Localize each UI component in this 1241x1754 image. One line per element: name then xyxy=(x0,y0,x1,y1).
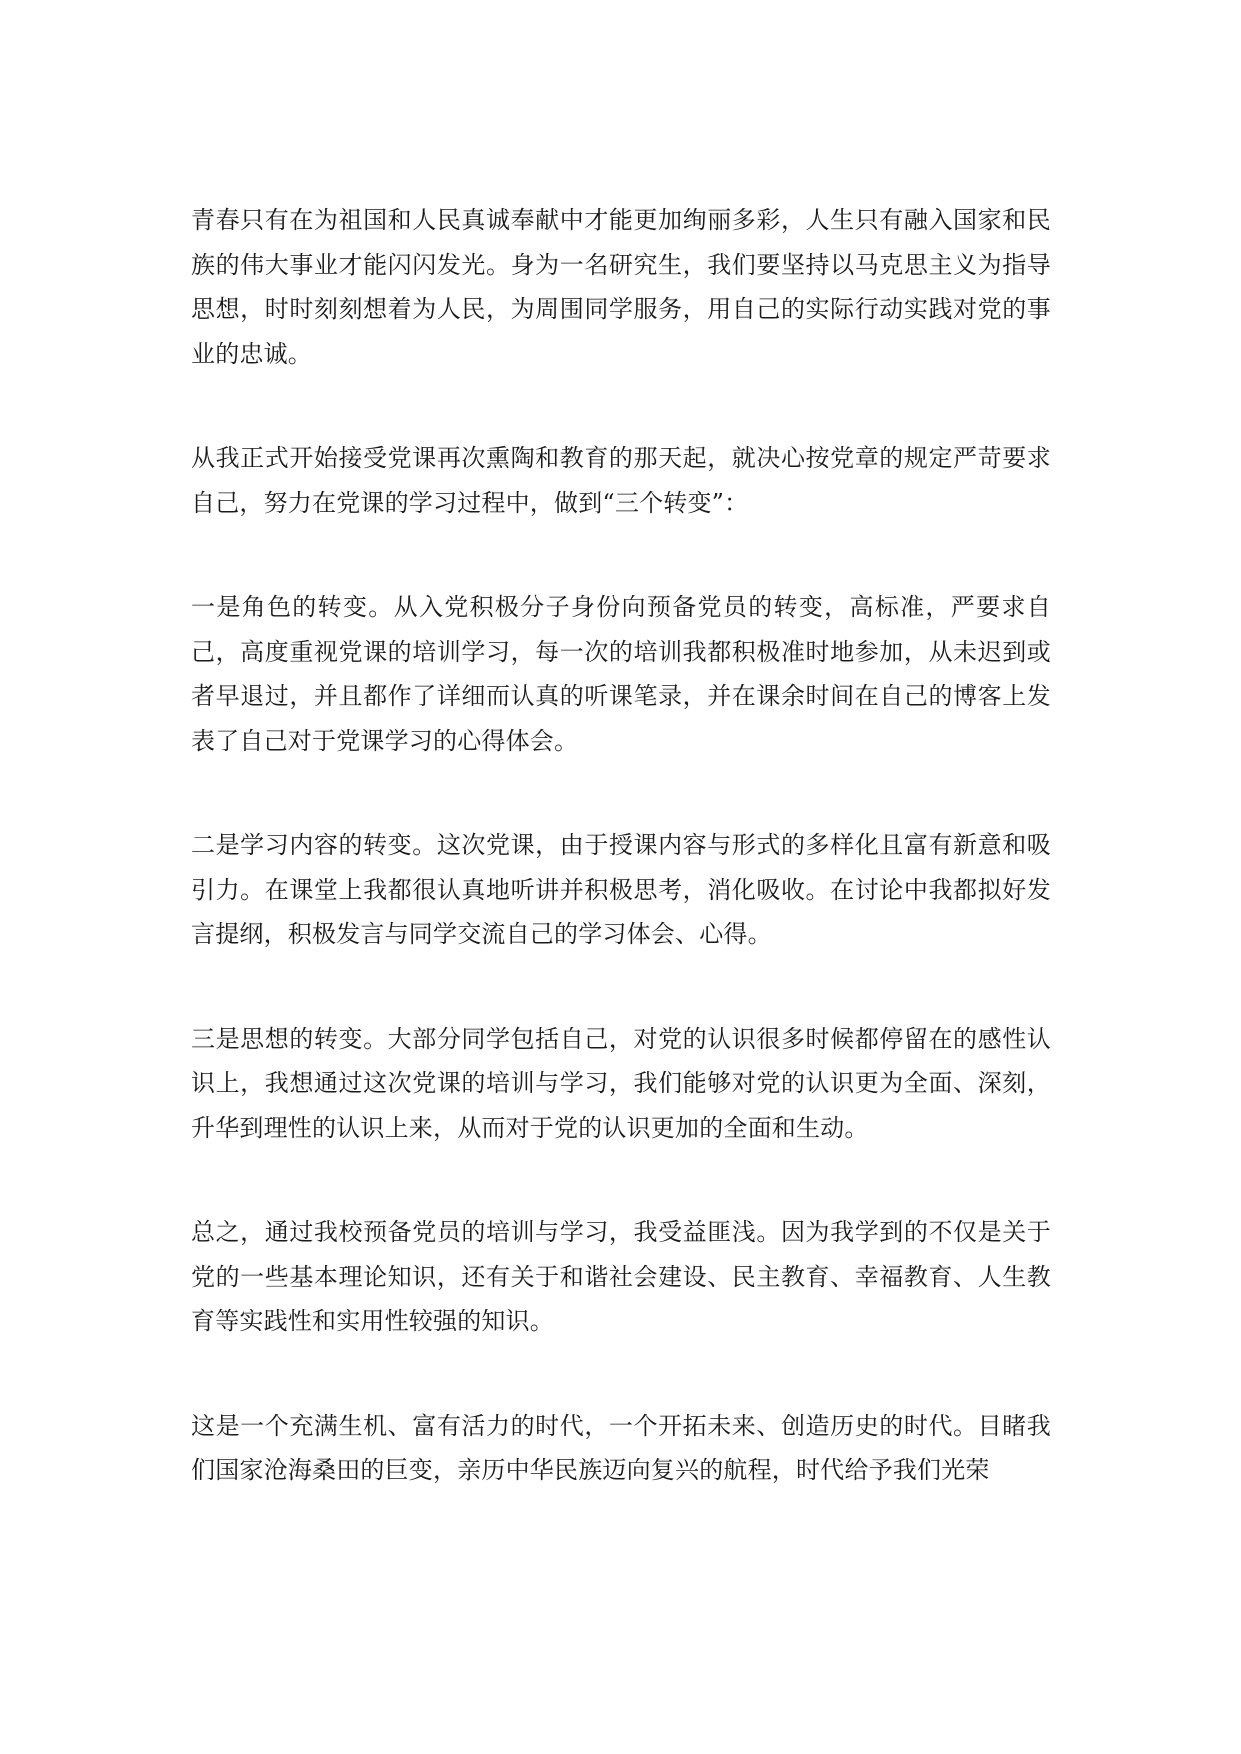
paragraph-4: 二是学习内容的转变。这次党课，由于授课内容与形式的多样化且富有新意和吸引力。在课堂上我都很认真地听讲并积极思考，消化吸收。在讨论中我都拟好发言提纲，积极发言与同学交流自己的学习体会、心得。 xyxy=(191,831,1051,948)
paragraph-3: 一是角色的转变。从入党积极分子身份向预备党员的转变，高标准，严要求自己，高度重视党课的培训学习，每一次的培训我都积极准时地参加，从未迟到或者早退过，并且都作了详细而认真的听课笔录，并在课余时间在自己的博客上发表了自己对于党课学习的心得体会。 xyxy=(191,593,1051,755)
paragraph-5: 三是思想的转变。大部分同学包括自己，对党的认识很多时候都停留在的感性认识上，我想通过这次党课的培训与学习，我们能够对党的认识更为全面、深刻，升华到理性的认识上来，从而对于党的认识更加的全面和生动。 xyxy=(191,1024,1051,1142)
paragraph-6: 总之，通过我校预备党员的培训与学习，我受益匪浅。因为我学到的不仅是关于党的一些基本理论知识，还有关于和谐社会建设、民主教育、幸福教育、人生教育等实践性和实用性较强的知识。 xyxy=(191,1218,1051,1335)
document-body xyxy=(191,198,1051,1553)
paragraph-1: 青春只有在为祖国和人民真诚奉献中才能更加绚丽多彩，人生只有融入国家和民族的伟大事业才能闪闪发光。身为一名研究生，我们要坚持以马克思主义为指导思想，时时刻刻想着为人民，为周围同学服务，用自己的实际行动实践对党的事业的忠诚。 xyxy=(191,206,1051,368)
paragraph-7: 这是一个充满生机、富有活力的时代，一个开拓未来、创造历史的时代。目睹我们国家沧海桑田的巨变，亲历中华民族迈向复兴的航程，时代给予我们光荣 xyxy=(191,1411,1051,1484)
paragraph-2: 从我正式开始接受党课再次熏陶和教育的那天起，就决心按党章的规定严苛要求自己，努力在党课的学习过程中，做到“三个转变”： xyxy=(191,444,1051,517)
